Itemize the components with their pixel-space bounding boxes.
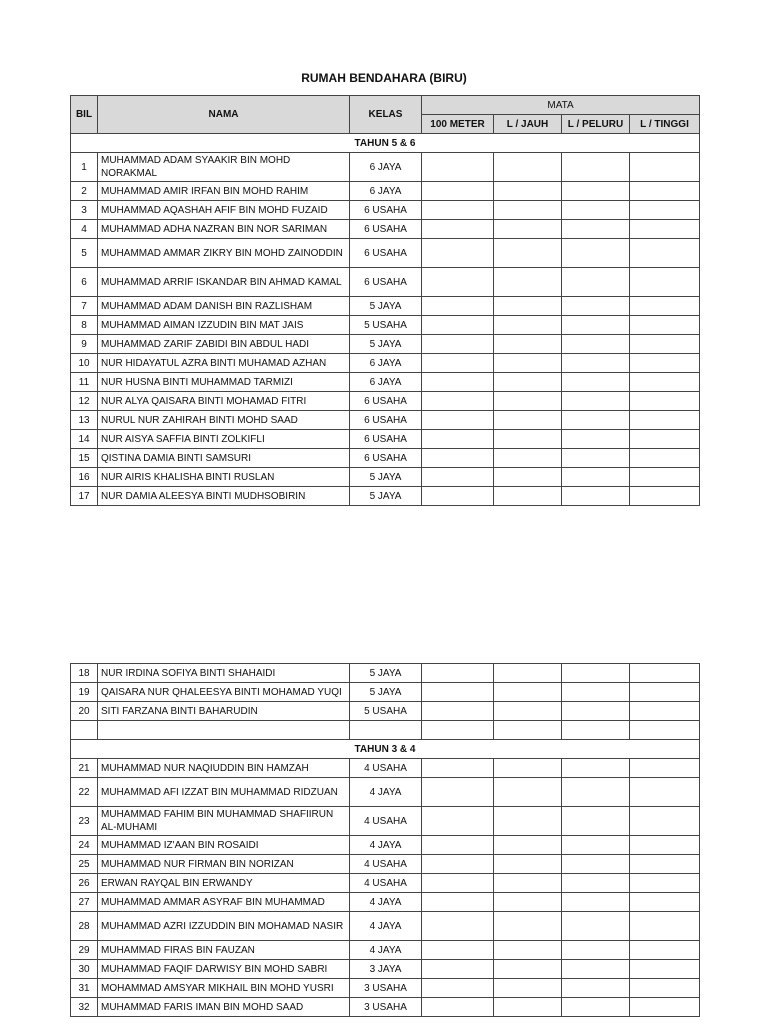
score-cell-lontar-peluru	[562, 468, 630, 487]
score-cell-lontar-peluru	[562, 182, 630, 201]
score-cell-lompat-jauh	[494, 912, 562, 941]
score-cell-100-meter	[422, 354, 494, 373]
score-cell-100-meter	[422, 449, 494, 468]
score-cell-lompat-jauh	[494, 702, 562, 721]
row-nama: MOHAMMAD AMSYAR MIKHAIL BIN MOHD YUSRI	[98, 979, 350, 998]
score-cell-lompat-jauh	[494, 268, 562, 297]
section-header: TAHUN 3 & 4	[71, 740, 700, 759]
score-cell-lompat-tinggi	[630, 702, 700, 721]
table-row	[71, 335, 700, 354]
score-cell-lontar-peluru	[562, 759, 630, 778]
row-kelas: 6 USAHA	[350, 201, 422, 220]
score-cell-lompat-jauh	[494, 855, 562, 874]
score-cell-lontar-peluru	[562, 316, 630, 335]
table-row	[71, 683, 700, 702]
score-cell-lompat-jauh	[494, 297, 562, 316]
score-cell-lontar-peluru	[562, 874, 630, 893]
score-cell-lompat-tinggi	[630, 979, 700, 998]
score-cell-lompat-tinggi	[630, 807, 700, 836]
row-nama: MUHAMMAD FARIS IMAN BIN MOHD SAAD	[98, 998, 350, 1017]
score-cell-lompat-jauh	[494, 836, 562, 855]
table-row	[71, 836, 700, 855]
row-nama: MUHAMMAD FIRAS BIN FAUZAN	[98, 941, 350, 960]
score-cell-lontar-peluru	[562, 941, 630, 960]
score-cell-lompat-jauh	[494, 354, 562, 373]
score-cell-lontar-peluru	[562, 960, 630, 979]
score-cell-lontar-peluru	[562, 430, 630, 449]
score-cell-100-meter	[422, 220, 494, 239]
row-nama: MUHAMMAD NUR FIRMAN BIN NORIZAN	[98, 855, 350, 874]
row-kelas: 6 USAHA	[350, 268, 422, 297]
score-cell-lompat-jauh	[494, 468, 562, 487]
table-row	[71, 392, 700, 411]
row-kelas: 6 USAHA	[350, 392, 422, 411]
row-kelas: 4 USAHA	[350, 759, 422, 778]
row-bil: 17	[71, 487, 98, 506]
row-kelas: 5 JAYA	[350, 487, 422, 506]
score-cell-lontar-peluru	[562, 268, 630, 297]
row-bil: 23	[71, 807, 98, 836]
score-cell-lompat-tinggi	[630, 487, 700, 506]
score-cell-lompat-jauh	[494, 239, 562, 268]
row-kelas: 5 JAYA	[350, 297, 422, 316]
score-cell-lompat-tinggi	[630, 449, 700, 468]
table-row	[71, 941, 700, 960]
score-cell-lompat-tinggi	[630, 912, 700, 941]
row-bil: 3	[71, 201, 98, 220]
score-cell-lontar-peluru	[562, 354, 630, 373]
table-body-1	[71, 153, 700, 506]
header-lompat-jauh: L / JAUH	[494, 115, 562, 134]
score-cell-100-meter	[422, 430, 494, 449]
row-kelas: 3 JAYA	[350, 960, 422, 979]
row-nama: MUHAMMAD AQASHAH AFIF BIN MOHD FUZAID	[98, 201, 350, 220]
row-bil: 25	[71, 855, 98, 874]
row-nama: MUHAMMAD AMMAR ASYRAF BIN MUHAMMAD	[98, 893, 350, 912]
row-bil: 15	[71, 449, 98, 468]
row-nama: MUHAMMAD AFI IZZAT BIN MUHAMMAD RIDZUAN	[98, 778, 350, 807]
row-bil: 32	[71, 998, 98, 1017]
row-kelas: 6 JAYA	[350, 354, 422, 373]
row-nama: MUHAMMAD ADAM DANISH BIN RAZLISHAM	[98, 297, 350, 316]
score-cell-lompat-jauh	[494, 220, 562, 239]
row-nama: MUHAMMAD IZ'AAN BIN ROSAIDI	[98, 836, 350, 855]
score-cell-lontar-peluru	[562, 201, 630, 220]
score-cell-lompat-jauh	[494, 153, 562, 182]
score-cell-100-meter	[422, 807, 494, 836]
row-nama: NUR IRDINA SOFIYA BINTI SHAHAIDI	[98, 664, 350, 683]
row-bil: 22	[71, 778, 98, 807]
score-cell-lompat-jauh	[494, 335, 562, 354]
table-row	[71, 855, 700, 874]
score-cell-100-meter	[422, 941, 494, 960]
table-row	[71, 354, 700, 373]
row-kelas: 6 USAHA	[350, 449, 422, 468]
score-cell-100-meter	[422, 239, 494, 268]
score-cell-100-meter	[422, 201, 494, 220]
row-bil: 19	[71, 683, 98, 702]
header-lompat-tinggi: L / TINGGI	[630, 115, 700, 134]
score-cell-lompat-jauh	[494, 182, 562, 201]
row-kelas: 5 JAYA	[350, 683, 422, 702]
score-cell-lompat-jauh	[494, 487, 562, 506]
row-nama: QAISARA NUR QHALEESYA BINTI MOHAMAD YUQI	[98, 683, 350, 702]
row-kelas: 4 JAYA	[350, 893, 422, 912]
table-row	[71, 807, 700, 836]
score-cell-100-meter	[422, 316, 494, 335]
row-kelas: 4 JAYA	[350, 836, 422, 855]
score-cell-lompat-tinggi	[630, 335, 700, 354]
score-cell-lontar-peluru	[562, 683, 630, 702]
score-cell-lompat-jauh	[494, 960, 562, 979]
score-cell-100-meter	[422, 268, 494, 297]
table-row	[71, 998, 700, 1017]
score-cell-lompat-tinggi	[630, 239, 700, 268]
row-kelas: 5 JAYA	[350, 664, 422, 683]
row-kelas: 4 USAHA	[350, 874, 422, 893]
row-nama: ERWAN RAYQAL BIN ERWANDY	[98, 874, 350, 893]
row-bil: 21	[71, 759, 98, 778]
score-cell-lontar-peluru	[562, 335, 630, 354]
row-kelas: 4 JAYA	[350, 912, 422, 941]
row-kelas: 6 USAHA	[350, 220, 422, 239]
score-cell-lontar-peluru	[562, 778, 630, 807]
score-cell-lompat-tinggi	[630, 354, 700, 373]
row-nama: MUHAMMAD AIMAN IZZUDIN BIN MAT JAIS	[98, 316, 350, 335]
score-cell-lompat-tinggi	[630, 297, 700, 316]
score-cell-100-meter	[422, 893, 494, 912]
score-table-1	[70, 95, 700, 506]
score-cell-lompat-tinggi	[630, 941, 700, 960]
score-cell-lompat-jauh	[494, 449, 562, 468]
row-kelas: 6 JAYA	[350, 153, 422, 182]
row-kelas: 6 USAHA	[350, 411, 422, 430]
row-kelas: 6 USAHA	[350, 239, 422, 268]
score-cell-lompat-jauh	[494, 430, 562, 449]
row-bil: 20	[71, 702, 98, 721]
score-cell-100-meter	[422, 468, 494, 487]
table-row	[71, 979, 700, 998]
row-nama: NUR HIDAYATUL AZRA BINTI MUHAMAD AZHAN	[98, 354, 350, 373]
score-cell-lontar-peluru	[562, 220, 630, 239]
score-cell-lontar-peluru	[562, 392, 630, 411]
row-kelas: 5 USAHA	[350, 702, 422, 721]
row-kelas: 3 USAHA	[350, 979, 422, 998]
score-cell-100-meter	[422, 759, 494, 778]
score-cell-lontar-peluru	[562, 807, 630, 836]
row-bil: 30	[71, 960, 98, 979]
row-bil: 27	[71, 893, 98, 912]
score-cell-lompat-tinggi	[630, 664, 700, 683]
row-kelas: 6 JAYA	[350, 373, 422, 392]
row-bil: 18	[71, 664, 98, 683]
score-cell-lontar-peluru	[562, 855, 630, 874]
row-bil: 11	[71, 373, 98, 392]
score-cell-100-meter	[422, 487, 494, 506]
row-bil: 16	[71, 468, 98, 487]
score-cell-lontar-peluru	[562, 239, 630, 268]
score-cell-lontar-peluru	[562, 297, 630, 316]
header-nama: NAMA	[98, 96, 350, 134]
score-cell-lompat-tinggi	[630, 998, 700, 1017]
score-cell-lontar-peluru	[562, 373, 630, 392]
score-cell-lompat-jauh	[494, 316, 562, 335]
score-cell-100-meter	[422, 998, 494, 1017]
table-row	[71, 778, 700, 807]
table-row	[71, 220, 700, 239]
row-nama: MUHAMMAD ADHA NAZRAN BIN NOR SARIMAN	[98, 220, 350, 239]
score-cell-lontar-peluru	[562, 449, 630, 468]
score-cell-100-meter	[422, 411, 494, 430]
score-cell-100-meter	[422, 912, 494, 941]
score-cell-lompat-tinggi	[630, 153, 700, 182]
score-cell-lontar-peluru	[562, 979, 630, 998]
score-cell-lompat-tinggi	[630, 893, 700, 912]
score-cell-100-meter	[422, 153, 494, 182]
score-cell-lontar-peluru	[562, 893, 630, 912]
score-cell-lompat-tinggi	[630, 683, 700, 702]
row-kelas: 6 JAYA	[350, 182, 422, 201]
score-cell-lompat-jauh	[494, 373, 562, 392]
header-lontar-peluru: L / PELURU	[562, 115, 630, 134]
table-row	[71, 297, 700, 316]
row-bil: 13	[71, 411, 98, 430]
table-row	[71, 759, 700, 778]
row-nama: MUHAMMAD FAHIM BIN MUHAMMAD SHAFIIRUN AL-MUHAMI	[98, 807, 350, 836]
row-nama: MUHAMMAD FAQIF DARWISY BIN MOHD SABRI	[98, 960, 350, 979]
score-cell-100-meter	[422, 297, 494, 316]
row-nama: MUHAMMAD NUR NAQIUDDIN BIN HAMZAH	[98, 759, 350, 778]
score-cell-lontar-peluru	[562, 153, 630, 182]
score-cell-lompat-tinggi	[630, 855, 700, 874]
table-row	[71, 316, 700, 335]
score-cell-lompat-jauh	[494, 759, 562, 778]
row-bil: 24	[71, 836, 98, 855]
row-bil: 1	[71, 153, 98, 182]
table-row	[71, 960, 700, 979]
score-cell-lompat-tinggi	[630, 430, 700, 449]
score-cell-lompat-jauh	[494, 807, 562, 836]
row-nama: MUHAMMAD AMMAR ZIKRY BIN MOHD ZAINODDIN	[98, 239, 350, 268]
score-cell-lompat-jauh	[494, 664, 562, 683]
row-nama: SITI FARZANA BINTI BAHARUDIN	[98, 702, 350, 721]
score-cell-lompat-tinggi	[630, 182, 700, 201]
score-cell-100-meter	[422, 874, 494, 893]
score-cell-lontar-peluru	[562, 702, 630, 721]
score-cell-100-meter	[422, 979, 494, 998]
score-cell-100-meter	[422, 664, 494, 683]
row-kelas: 4 USAHA	[350, 855, 422, 874]
score-cell-lompat-jauh	[494, 411, 562, 430]
row-nama: NUR AIRIS KHALISHA BINTI RUSLAN	[98, 468, 350, 487]
table-row	[71, 201, 700, 220]
row-kelas: 5 USAHA	[350, 316, 422, 335]
score-cell-lompat-jauh	[494, 201, 562, 220]
row-nama: NUR HUSNA BINTI MUHAMMAD TARMIZI	[98, 373, 350, 392]
table-row	[71, 153, 700, 182]
score-cell-100-meter	[422, 702, 494, 721]
table-body-2b	[71, 759, 700, 1017]
empty-row	[71, 721, 700, 740]
score-cell-100-meter	[422, 855, 494, 874]
row-bil: 2	[71, 182, 98, 201]
score-cell-lontar-peluru	[562, 998, 630, 1017]
score-cell-100-meter	[422, 335, 494, 354]
row-bil: 31	[71, 979, 98, 998]
row-nama: MUHAMMAD AMIR IRFAN BIN MOHD RAHIM	[98, 182, 350, 201]
row-nama: NUR ALYA QAISARA BINTI MOHAMAD FITRI	[98, 392, 350, 411]
header-kelas: KELAS	[350, 96, 422, 134]
row-nama: MUHAMMAD ARRIF ISKANDAR BIN AHMAD KAMAL	[98, 268, 350, 297]
score-cell-lontar-peluru	[562, 664, 630, 683]
score-cell-lompat-jauh	[494, 778, 562, 807]
score-cell-lompat-jauh	[494, 941, 562, 960]
row-nama: NUR AISYA SAFFIA BINTI ZOLKIFLI	[98, 430, 350, 449]
score-cell-lompat-tinggi	[630, 268, 700, 297]
table-row	[71, 239, 700, 268]
row-kelas: 5 JAYA	[350, 468, 422, 487]
row-nama: MUHAMMAD ADAM SYAAKIR BIN MOHD NORAKMAL	[98, 153, 350, 182]
header-100-meter: 100 METER	[422, 115, 494, 134]
score-cell-lompat-jauh	[494, 893, 562, 912]
table-row	[71, 411, 700, 430]
score-cell-lompat-tinggi	[630, 373, 700, 392]
row-bil: 8	[71, 316, 98, 335]
score-table-2	[70, 663, 700, 1017]
score-cell-lompat-tinggi	[630, 392, 700, 411]
table-row	[71, 912, 700, 941]
page-title: RUMAH BENDAHARA (BIRU)	[301, 71, 467, 85]
score-cell-lompat-jauh	[494, 979, 562, 998]
row-bil: 14	[71, 430, 98, 449]
row-nama: NURUL NUR ZAHIRAH BINTI MOHD SAAD	[98, 411, 350, 430]
score-cell-lompat-jauh	[494, 392, 562, 411]
score-cell-lompat-tinggi	[630, 874, 700, 893]
row-bil: 4	[71, 220, 98, 239]
score-cell-lontar-peluru	[562, 411, 630, 430]
row-kelas: 4 USAHA	[350, 807, 422, 836]
score-cell-lompat-jauh	[494, 874, 562, 893]
table-row	[71, 449, 700, 468]
row-bil: 28	[71, 912, 98, 941]
table-row	[71, 702, 700, 721]
row-nama: MUHAMMAD ZARIF ZABIDI BIN ABDUL HADI	[98, 335, 350, 354]
score-cell-lontar-peluru	[562, 912, 630, 941]
table-row	[71, 664, 700, 683]
score-cell-lontar-peluru	[562, 836, 630, 855]
row-bil: 9	[71, 335, 98, 354]
score-cell-100-meter	[422, 683, 494, 702]
table-row	[71, 874, 700, 893]
row-kelas: 6 USAHA	[350, 430, 422, 449]
row-bil: 10	[71, 354, 98, 373]
table-row	[71, 268, 700, 297]
table-row	[71, 468, 700, 487]
table-row	[71, 487, 700, 506]
score-cell-100-meter	[422, 836, 494, 855]
table-row	[71, 430, 700, 449]
score-cell-lompat-tinggi	[630, 411, 700, 430]
row-bil: 12	[71, 392, 98, 411]
row-nama: MUHAMMAD AZRI IZZUDDIN BIN MOHAMAD NASIR	[98, 912, 350, 941]
table-body-2a	[71, 664, 700, 721]
score-cell-lompat-tinggi	[630, 220, 700, 239]
score-cell-lompat-jauh	[494, 683, 562, 702]
score-cell-lompat-tinggi	[630, 468, 700, 487]
score-cell-lompat-tinggi	[630, 201, 700, 220]
score-cell-lompat-tinggi	[630, 759, 700, 778]
header-bil: BIL	[71, 96, 98, 134]
score-cell-100-meter	[422, 778, 494, 807]
row-bil: 6	[71, 268, 98, 297]
row-kelas: 3 USAHA	[350, 998, 422, 1017]
score-cell-100-meter	[422, 182, 494, 201]
table-row	[71, 893, 700, 912]
row-nama: QISTINA DAMIA BINTI SAMSURI	[98, 449, 350, 468]
header-mata: MATA	[422, 96, 700, 115]
score-cell-lompat-tinggi	[630, 316, 700, 335]
row-bil: 5	[71, 239, 98, 268]
score-cell-lompat-jauh	[494, 998, 562, 1017]
table-row	[71, 373, 700, 392]
row-kelas: 4 JAYA	[350, 941, 422, 960]
table-row	[71, 182, 700, 201]
row-kelas: 5 JAYA	[350, 335, 422, 354]
row-kelas: 4 JAYA	[350, 778, 422, 807]
section-header: TAHUN 5 & 6	[71, 134, 700, 153]
score-cell-100-meter	[422, 960, 494, 979]
score-cell-lontar-peluru	[562, 487, 630, 506]
score-cell-100-meter	[422, 373, 494, 392]
row-bil: 29	[71, 941, 98, 960]
row-nama: NUR DAMIA ALEESYA BINTI MUDHSOBIRIN	[98, 487, 350, 506]
score-cell-lompat-tinggi	[630, 960, 700, 979]
row-bil: 26	[71, 874, 98, 893]
score-cell-lompat-tinggi	[630, 836, 700, 855]
row-bil: 7	[71, 297, 98, 316]
score-cell-100-meter	[422, 392, 494, 411]
score-cell-lompat-tinggi	[630, 778, 700, 807]
